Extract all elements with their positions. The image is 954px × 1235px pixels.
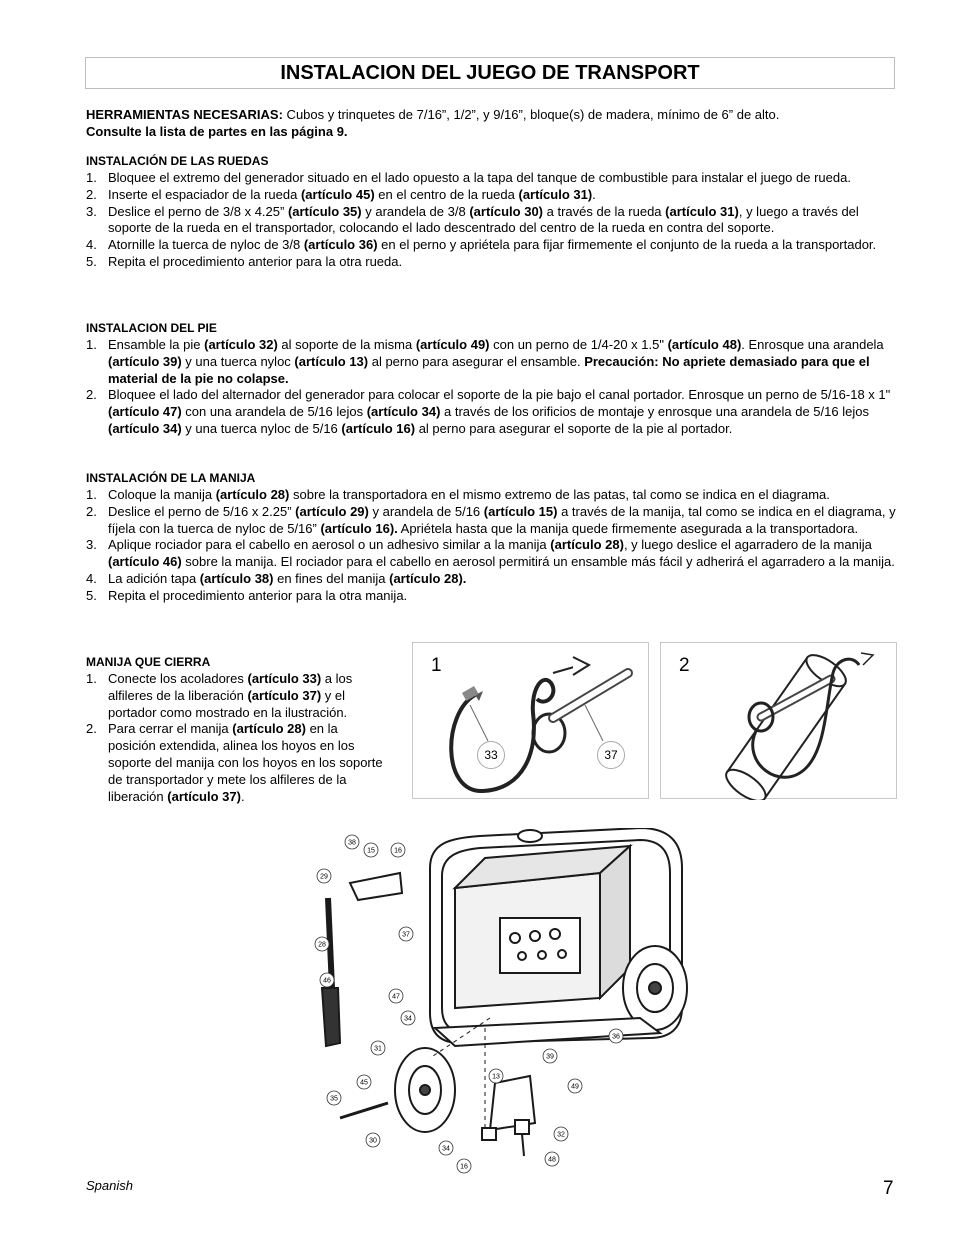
text-run: Ensamble la pie [108, 337, 205, 352]
text-run: a través de la manija, tal como se indica en el diagrama, y fíjela con la tuerca de nyloc de 5/16” [108, 503, 896, 536]
step-number: 5. [86, 587, 97, 603]
bold-text: (artículo 16). [320, 520, 398, 536]
text-run: en el centro de la rueda [374, 186, 519, 202]
bold-text: (artículo 31) [665, 203, 739, 219]
text-run: Repita el procedimiento anterior para la otra manija. [108, 587, 408, 603]
part-label: 13 [492, 1073, 500, 1081]
bold-text: (artículo 32) [204, 337, 278, 352]
step-item [86, 254, 898, 271]
text-run: Apriétela hasta que la manija quede firmemente asegurada a la transportadora. [397, 520, 859, 536]
text-run: , y luego deslice el agarradero de la manija [623, 537, 872, 553]
text-run: Conecte los acoladores [108, 671, 248, 686]
pin-on-tube-illustration [661, 643, 898, 800]
section-heading: MANIJA QUE CIERRA [86, 655, 211, 669]
text-run: La adición tapa [108, 570, 200, 586]
text-run: Deslice el perno de 3/8 x 4.25” [108, 203, 288, 219]
step-list [86, 487, 898, 605]
part-label: 49 [571, 1083, 579, 1091]
step-number: 4. [86, 570, 97, 586]
text-run: en la posición extendida, alinea los hoyos en los soporte del manija con los hoyos en los soporte de transportador y mete los alfileres de la liberación [108, 721, 383, 804]
part-label: 35 [330, 1095, 338, 1103]
text-run: . [592, 186, 596, 202]
bold-text: (artículo 34) [366, 404, 441, 420]
text-run: , y luego a través del soporte de la rueda en el transportador, colocando el lado descentrado del centro de la rueda en contra del soporte. [108, 203, 859, 236]
step-list [86, 170, 898, 271]
part-label: 29 [320, 873, 328, 881]
tools-text: Cubos y trinquetes de 7/16”, 1/2”, y 9/16”, bloque(s) de madera, mínimo de 6” de alto. [282, 107, 780, 122]
text-run: Atornille la tuerca de nyloc de 3/8 [108, 237, 304, 253]
text-run: Aplique rociador para el cabello en aerosol o un adhesivo similar a la manija [108, 537, 551, 553]
step-number: 1. [86, 337, 97, 352]
text-run: en fines del manija [273, 570, 390, 586]
text-run: y una tuerca nyloc [181, 353, 295, 369]
part-label: 30 [369, 1137, 377, 1145]
text-run: a través de la rueda [543, 203, 666, 219]
part-label: 47 [392, 993, 400, 1001]
step-text [108, 537, 898, 571]
bold-text: (artículo 34) [108, 420, 182, 436]
part-label: 34 [442, 1145, 450, 1153]
step-text [108, 387, 898, 437]
section-manija-cierra [86, 654, 386, 805]
bold-text: (artículo 36) [303, 237, 378, 253]
part-label: 37 [402, 931, 410, 939]
tools-line [86, 106, 896, 123]
figure-number: 2 [679, 655, 690, 676]
text-run: Bloquee el lado del alternador del generador para colocar el soporte de la pie bajo el canal portador. Enrosque un perno de 5/16-18 x 1" [108, 387, 891, 403]
step-text [108, 571, 898, 588]
step-number: 1. [86, 170, 97, 185]
bold-text: (artículo 37) [247, 687, 322, 703]
text-run: Inserte el espaciador de la rueda [108, 186, 301, 202]
bold-text: (artículo 37) [167, 788, 241, 804]
section-heading: INSTALACIÓN DE LAS RUEDAS [86, 154, 269, 168]
bold-text: (artículo 33) [247, 671, 322, 686]
text-run: Deslice el perno de 5/16 x 2.25” [108, 503, 296, 519]
callout-33: 33 [477, 741, 505, 769]
step-text [108, 337, 898, 387]
bold-text: Precaución: No apriete demasiado para que el material de la pie no colapse. [108, 353, 870, 386]
step-number: 4. [86, 237, 97, 253]
bold-text: (artículo 48) [667, 337, 742, 352]
text-run: al perno para asegurar el ensamble. [368, 353, 585, 369]
part-label: 39 [546, 1053, 554, 1061]
step-item [86, 588, 898, 605]
step-item [86, 187, 898, 204]
bold-text: (artículo 45) [300, 186, 375, 202]
part-label: 34 [404, 1015, 412, 1023]
step-number: 5. [86, 253, 97, 269]
bold-text: (artículo 28) [232, 721, 306, 737]
step-text [108, 487, 898, 504]
text-run: al perno para asegurar el soporte de la pie al portador. [415, 420, 733, 436]
section-ruedas [86, 153, 898, 271]
step-item [86, 504, 898, 538]
step-text [108, 204, 898, 238]
figure-number: 1 [431, 655, 442, 676]
bold-text: (artículo 28) [550, 537, 624, 553]
bold-text: (artículo 30) [469, 203, 544, 219]
part-label: 48 [548, 1156, 556, 1164]
step-item [86, 537, 898, 571]
bold-text: (artículo 29) [295, 503, 369, 519]
part-label: 32 [557, 1131, 565, 1139]
step-number: 2. [86, 387, 97, 403]
text-run: y el portador como mostrado en la ilustración. [108, 687, 348, 720]
footer-language: Spanish [86, 1178, 133, 1193]
bold-text: (artículo 28). [389, 570, 467, 586]
step-number: 3. [86, 537, 97, 553]
step-list [86, 671, 386, 805]
text-run: y arandela de 5/16 [368, 503, 484, 519]
step-number: 1. [86, 487, 97, 502]
tools-label: HERRAMIENTAS NECESARIAS: [86, 107, 283, 122]
text-run: Coloque la manija [108, 487, 216, 502]
bold-text: (artículo 47) [108, 404, 182, 420]
generator-wheel-kit-illustration [310, 828, 710, 1178]
text-run: Para cerrar el manija [108, 721, 233, 737]
step-item [86, 337, 898, 387]
step-text [108, 170, 898, 187]
exploded-assembly-diagram [310, 828, 710, 1178]
bold-text: (artículo 16) [341, 420, 416, 436]
text-run: . Enrosque una arandela [741, 337, 884, 352]
step-item [86, 204, 898, 238]
section-heading: INSTALACIÓN DE LA MANIJA [86, 471, 256, 485]
text-run: con una arandela de 5/16 lejos [181, 404, 367, 420]
step-number: 1. [86, 671, 97, 686]
section-manija [86, 470, 898, 605]
step-item [86, 721, 386, 805]
text-run: en el perno y apriétela para fijar firmemente el conjunto de la rueda a la transportador. [377, 237, 877, 253]
text-run: Bloquee el extremo del generador situado en el lado opuesto a la tapa del tanque de combustible para instalar el juego de rueda. [108, 170, 851, 185]
parts-reference: Consulte la lista de partes en las página 9. [86, 124, 348, 139]
bold-text: (artículo 46) [108, 554, 182, 570]
text-run: con un perno de 1/4-20 x 1.5" [489, 337, 668, 352]
step-text [108, 504, 898, 538]
step-number: 3. [86, 203, 97, 219]
bold-text: (artículo 35) [287, 203, 362, 219]
part-label: 36 [612, 1033, 620, 1041]
step-item [86, 387, 898, 437]
part-label: 16 [460, 1163, 468, 1171]
text-run: . [240, 788, 245, 804]
step-number: 2. [86, 503, 97, 519]
text-run: a través de los orificios de montaje y enrosque una arandela de 5/16 lejos [440, 404, 869, 420]
part-label: 45 [360, 1079, 368, 1087]
bold-text: (artículo 15) [483, 503, 558, 519]
step-item [86, 237, 898, 254]
callout-37: 37 [597, 741, 625, 769]
bold-text: (artículo 13) [294, 353, 369, 369]
part-label: 28 [318, 941, 326, 949]
tools-intro [86, 106, 896, 140]
text-run: al soporte de la misma [277, 337, 416, 352]
bold-text: (artículo 38) [199, 570, 274, 586]
page-number: 7 [883, 1178, 894, 1199]
part-label: 16 [394, 847, 402, 855]
bold-text: (artículo 39) [108, 353, 182, 369]
step-number: 2. [86, 721, 97, 737]
text-run: y arandela de 3/8 [361, 203, 470, 219]
page-title: INSTALACION DEL JUEGO DE TRANSPORT [280, 62, 700, 84]
section-pie [86, 320, 898, 438]
text-run: a los alfileres de la liberación [108, 671, 353, 703]
step-text [108, 721, 386, 805]
text-run: y una tuerca nyloc de 5/16 [181, 420, 342, 436]
step-text [108, 237, 898, 254]
step-text [108, 671, 386, 721]
step-text [108, 187, 898, 204]
lanyard-pin-illustration [413, 643, 650, 800]
step-item [86, 170, 898, 187]
part-label: 15 [367, 847, 375, 855]
title-box [85, 57, 895, 89]
step-item [86, 671, 386, 721]
step-list [86, 337, 898, 438]
step-text [108, 588, 898, 605]
section-heading: INSTALACION DEL PIE [86, 321, 217, 335]
part-label: 38 [348, 839, 356, 847]
part-label: 46 [323, 977, 331, 985]
bold-text: (artículo 31) [518, 186, 593, 202]
text-run: sobre la transportadora en el mismo extremo de las patas, tal como se indica en el diagrama. [289, 487, 830, 502]
figure-1 [412, 642, 649, 799]
figure-2 [660, 642, 897, 799]
part-label: 31 [374, 1045, 382, 1053]
step-item [86, 487, 898, 504]
step-text [108, 254, 898, 271]
bold-text: (artículo 49) [415, 337, 490, 352]
bold-text: (artículo 28) [215, 487, 290, 502]
step-number: 2. [86, 186, 97, 202]
text-run: sobre la manija. El rociador para el cabello en aerosol permitirá un ensamble más fácil y adherirá el agarradero a la manija. [181, 554, 895, 570]
text-run: Repita el procedimiento anterior para la otra rueda. [108, 253, 403, 269]
step-item [86, 571, 898, 588]
